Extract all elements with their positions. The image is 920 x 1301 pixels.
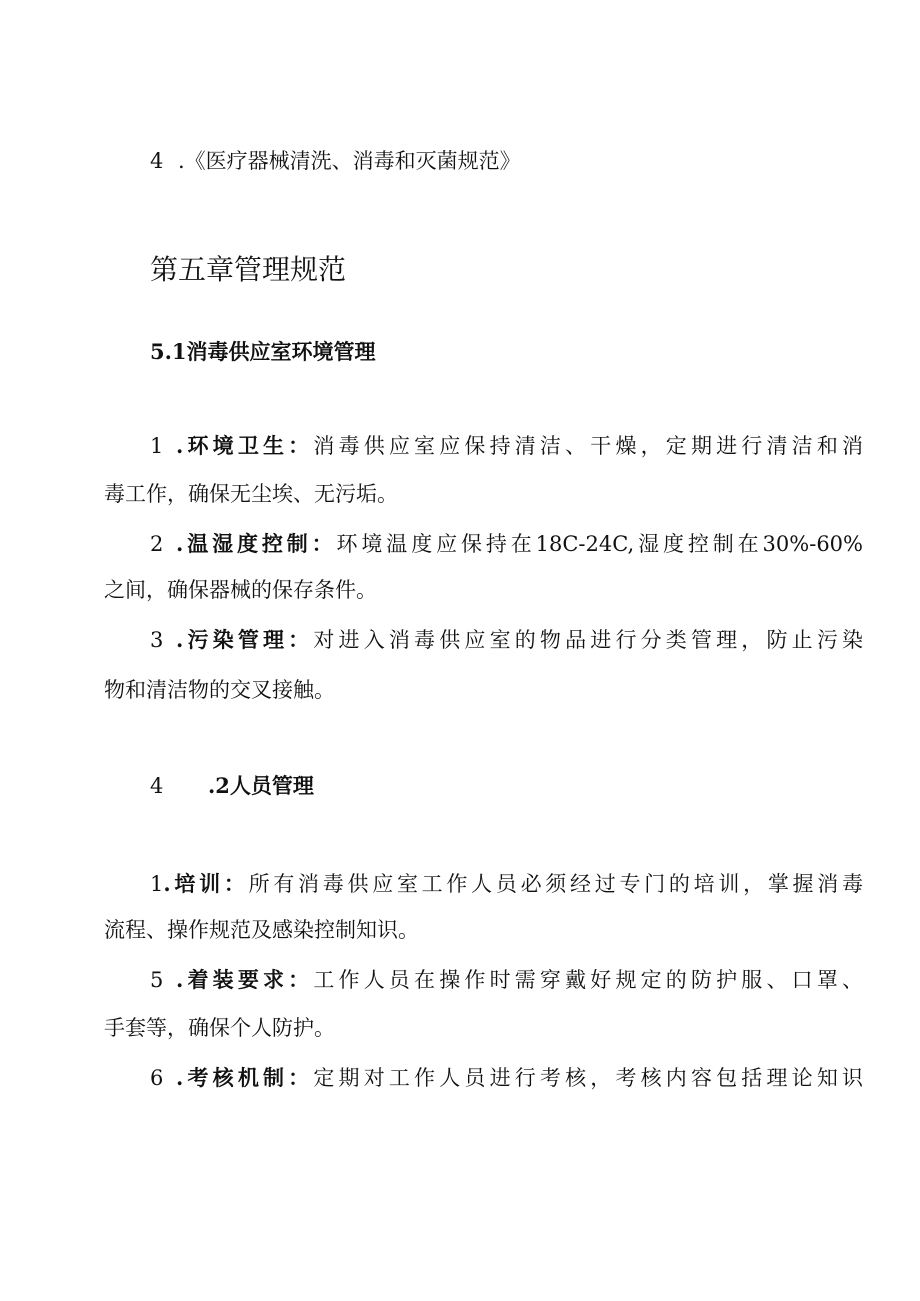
section-5-2-title	[150, 770, 314, 802]
section-5-2-title-text: .2人员管理	[208, 773, 314, 798]
section-5-1-title: 5.1消毒供应室环境管理	[150, 339, 376, 364]
staff-item-1-number: 1	[150, 872, 164, 896]
staff-item-2-number: 5	[150, 968, 164, 992]
section-5-2-number: 4	[150, 774, 164, 798]
env-item-1-label: .环境卫生：	[176, 433, 314, 458]
staff-item-2-line-1	[150, 964, 863, 996]
staff-item-3-text: 定期对工作人员进行考核，考核内容包括理论知识	[313, 1066, 864, 1090]
env-item-3-line-1	[150, 624, 863, 656]
env-item-3-number: 3	[150, 628, 164, 652]
env-item-3-label: .污染管理：	[176, 627, 314, 652]
env-item-1-number: 1	[150, 434, 164, 458]
env-item-1-text: 消毒供应室应保持清洁、干燥，定期进行清洁和消	[313, 434, 864, 458]
env-item-2-label: .温湿度控制：	[176, 531, 337, 556]
env-item-1-line-1	[150, 430, 863, 462]
staff-item-2-text: 工作人员在操作时需穿戴好规定的防护服、口罩、	[313, 968, 864, 992]
env-item-3-text: 对进入消毒供应室的物品进行分类管理，防止污染	[313, 628, 864, 652]
staff-item-1-line-2: 流程、操作规范及感染控制知识。	[104, 918, 419, 942]
staff-item-1-text: 所有消毒供应室工作人员必须经过专门的培训，掌握消毒	[248, 872, 864, 896]
reference-item	[150, 145, 521, 177]
staff-item-3-label: .考核机制：	[176, 1065, 314, 1090]
env-item-2-text: 环境温度应保持在18C-24C,湿度控制在30%-60%	[336, 532, 863, 556]
env-item-2-line-1	[150, 528, 863, 560]
env-item-2-number: 2	[150, 532, 164, 556]
reference-item-text: .《医疗器械清洗、消毒和灭菌规范》	[178, 149, 521, 173]
staff-item-3-line-1	[150, 1062, 863, 1094]
staff-item-2-line-2: 手套等，确保个人防护。	[104, 1016, 335, 1040]
env-item-2-line-2: 之间，确保器械的保存条件。	[104, 578, 377, 602]
reference-item-number: 4	[150, 149, 164, 173]
staff-item-3-number: 6	[150, 1066, 164, 1090]
env-item-3-line-2: 物和清洁物的交叉接触。	[104, 678, 335, 702]
chapter-title: 第五章管理规范	[150, 253, 347, 286]
staff-item-2-label: .着装要求：	[176, 967, 314, 992]
env-item-1-line-2: 毒工作，确保无尘埃、无污垢。	[104, 482, 398, 506]
staff-item-1-line-1	[150, 868, 863, 900]
staff-item-1-label: .培训：	[163, 871, 249, 896]
